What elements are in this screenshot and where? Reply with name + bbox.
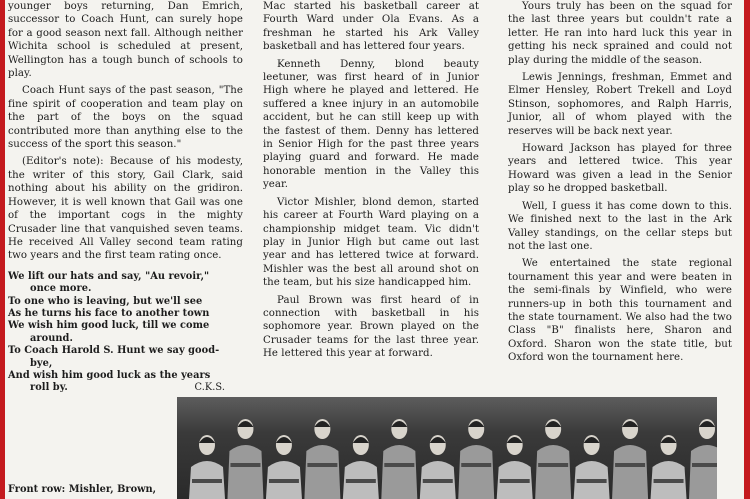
column-right	[508, 0, 732, 369]
player-silhouette	[343, 435, 379, 499]
column-middle	[263, 0, 479, 365]
paragraph: Mac started his basketball career at Fourth Ward under Ola Evans. As a freshman he started his Ark Valley basketball and has lettered four years.	[263, 1, 479, 53]
paragraph: Victor Mishler, blond demon, started his career at Fourth Ward playing on a championship midget team. Vic didn't play in Junior High but came out last year and has lettered twice at forward. Mishler was the best all around shot on the team, but his size handicapped him.	[263, 196, 479, 289]
poem-line: bye,	[30, 357, 53, 369]
paragraph: Coach Hunt says of the past season, "The fine spirit of cooperation and team play on the part of the boys on the squad contributed more than anything else to the success of the sport this season."	[8, 85, 243, 151]
column-left	[8, 0, 243, 395]
player-silhouette	[304, 419, 340, 499]
paragraph: (Editor's note): Because of his modesty, the writer of this story, Gail Clark, said nothing about his ability on the gridiron. However, it is well known that Gail was one of the important cogs in the mighty Crusader line that vanquished seven teams. He received All Valley second team rating two years and the first team rating once.	[8, 156, 243, 262]
paragraph: Kenneth Denny, blond beauty leetuner, was first heard of in Junior High where he played and lettered. He suffered a knee injury in an automobile accident, but he can still keep up with the fastest of them. Denny has lettered in Senior High for the past three years playing guard and forward. He made honorable mention in the Valley this year.	[263, 58, 479, 191]
player-silhouette	[612, 419, 648, 499]
poem-line-text: roll by.	[30, 382, 68, 394]
player-silhouette	[420, 435, 456, 499]
poem-line: To Coach Harold S. Hunt we say good-	[8, 345, 220, 357]
player-silhouette	[458, 419, 494, 499]
yearbook-page	[5, 0, 744, 499]
paragraph: Yours truly has been on the squad for the last three years but couldn't rate a letter. He ran into hard luck this year in getting his neck sprained and could not play during the middle of the season.	[508, 1, 732, 66]
poem-line: We wish him good luck, till we come	[8, 320, 210, 332]
team-photo-image	[177, 397, 717, 499]
paragraph: Lewis Jennings, freshman, Emmet and Elmer Hensley, Robert Trekell and Loyd Stinson, sophomores, and Ralph Harris, Junior, all of whom played with the reserves will be back next year.	[508, 72, 732, 137]
player-silhouette	[227, 419, 263, 499]
paragraph: Well, I guess it has come down to this. We finished next to the last in the Ark Valley standings, on the cellar steps but not the last one.	[508, 200, 732, 252]
poem-line: To one who is leaving, but we'll see	[8, 295, 203, 307]
farewell-poem	[8, 271, 243, 395]
poem-line: once more.	[30, 283, 92, 295]
team-photo	[177, 397, 717, 499]
paragraph: Paul Brown was first heard of in connection with basketball in his sophomore year. Brown played on the Crusader teams for the last three year. He lettered this year at forward.	[263, 294, 479, 360]
paragraph: We entertained the state regional tournament this year and were beaten in the semi-finals by Winfield, who were runners-up in both this tournament and the state tournament. We also had the two Class "B" finalists here, Sharon and Oxford. Sharon won the state title, but Oxford won the tournament here.	[508, 258, 732, 364]
paragraph: younger boys returning, Dan Emrich, successor to Coach Hunt, can surely hope for a good season next fall. Although neither Wichita school is scheduled at present, Wellington has a tough bunch of schools to play.	[8, 1, 243, 80]
photo-caption: Front row: Mishler, Brown,	[8, 484, 157, 495]
poem-line: As he turns his face to another town	[8, 307, 210, 319]
poem-line: And wish him good luck as the years	[8, 369, 211, 381]
poem-line: We lift our hats and say, "Au revoir,"	[8, 270, 210, 282]
player-silhouette	[574, 435, 610, 499]
player-silhouette	[497, 435, 533, 499]
player-silhouette	[266, 435, 302, 499]
signature: C.K.S.	[194, 382, 225, 394]
poem-line	[8, 382, 243, 394]
player-silhouette	[651, 435, 687, 499]
player-silhouette	[689, 419, 717, 499]
player-silhouette	[535, 419, 571, 499]
player-silhouette	[381, 419, 417, 499]
paragraph: Howard Jackson has played for three years and lettered twice. This year Howard was given a lead in the Senior play so he dropped basketball.	[508, 143, 732, 195]
poem-line: around.	[30, 332, 73, 344]
player-silhouette	[189, 435, 225, 499]
